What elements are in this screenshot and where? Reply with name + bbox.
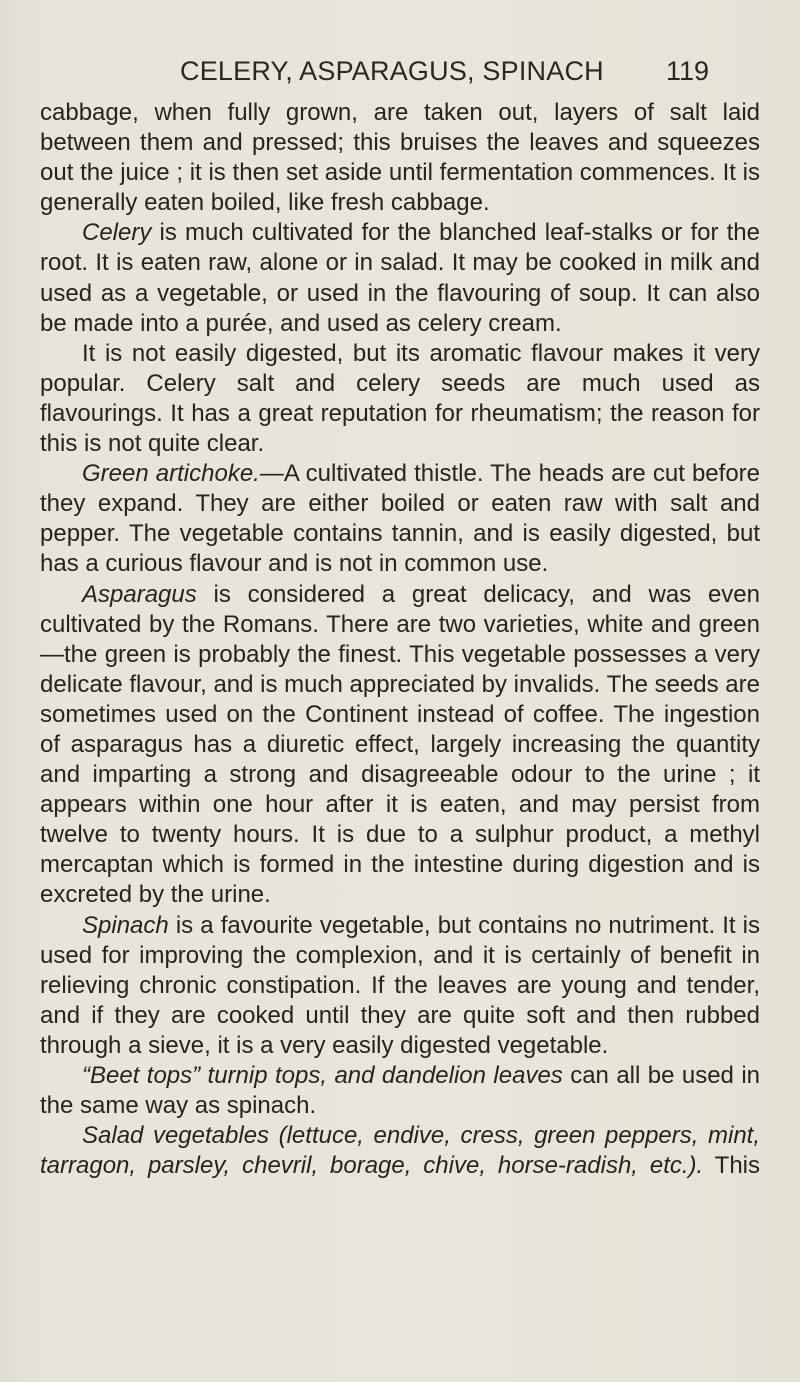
paragraph-text: cabbage, when fully grown, are taken out, layers of salt laid between them and pressed; this bruises the leaves and squeezes out the juice ; it is then set aside until fermentation commences. It is generally eaten boiled, like fresh cabbage. <box>40 99 760 217</box>
paragraph-text: —A cultivated thistle. The heads are cut before they expand. They are either boiled or eaten raw with salt and pepper. The vegetable contains tannin, and is easily digested, but has a curious flavour and is not in common use. <box>40 460 761 578</box>
paragraph-salad-vegetables <box>40 1121 760 1181</box>
body-text <box>40 98 760 1181</box>
paragraph-asparagus <box>40 580 760 911</box>
running-head: CELERY, ASPARAGUS, SPINACH <box>180 56 604 86</box>
page-header <box>0 56 800 96</box>
paragraph-celery <box>40 218 760 338</box>
paragraph-lead: Green artichoke. <box>82 460 260 488</box>
paragraph-text: is considered a great delicacy, and was even cultivated by the Romans. There are two varieties, white and green—the green is probably the finest. This vegetable possesses a very delicate flavour, and is much appreciated by invalids. The seeds are sometimes used on the Continent instead of coffee. The ingestion of asparagus has a diuretic effect, largely increasing the quantity and imparting a strong and disagreeable odour to the urine ; it appears within one hour after it is eaten, and may persist from twelve to twenty hours. It is due to a sulphur product, a methyl mercaptan which is formed in the intestine during digestion and is excreted by the urine. <box>40 580 760 909</box>
paragraph-text: is a favourite vegetable, but contains no nutriment. It is used for improving the complexion, and it is certainly of benefit in relieving chronic constipation. If the leaves are young and tender, and if they are cooked until they are quite soft and then rubbed through a sieve, it is a very easily digested vegetable. <box>40 911 760 1059</box>
paragraph-text: It is not easily digested, but its aromatic flavour makes it very popular. Celery salt and celery seeds are much used as flavourings. It has a great reputation for rheumatism; the reason for this is not quite clear. <box>40 339 760 458</box>
paragraph-text: This <box>703 1152 761 1180</box>
paragraph-spinach <box>40 911 760 1061</box>
paragraph-celery-digestion <box>40 339 760 459</box>
page-number: 119 <box>666 56 710 86</box>
paragraph-lead: Salad vegetables (lettuce, endive, cress, green peppers, mint, tarragon, parsley, chevril, borage, chive, horse-radish, etc.). <box>40 1122 760 1180</box>
paragraph-beet-tops <box>40 1061 760 1121</box>
paragraph-lead: Asparagus <box>82 580 197 608</box>
paragraph-text: is much cultivated for the blanched leaf-stalks or for the root. It is eaten raw, alone or in salad. It may be cooked in milk and used as a vegetable, or used in the flavouring of soup. It can also be made into a purée, and used as celery cream. <box>40 219 760 337</box>
paragraph-cabbage-continued <box>40 98 760 218</box>
paragraph-lead: Celery <box>82 219 152 247</box>
paragraph-text: can all be used in the same way as spinach. <box>40 1062 760 1120</box>
paragraph-lead: Spinach <box>82 911 169 939</box>
paragraph-lead: “Beet tops” turnip tops, and dandelion leaves <box>82 1062 563 1089</box>
paragraph-green-artichoke <box>40 459 760 579</box>
